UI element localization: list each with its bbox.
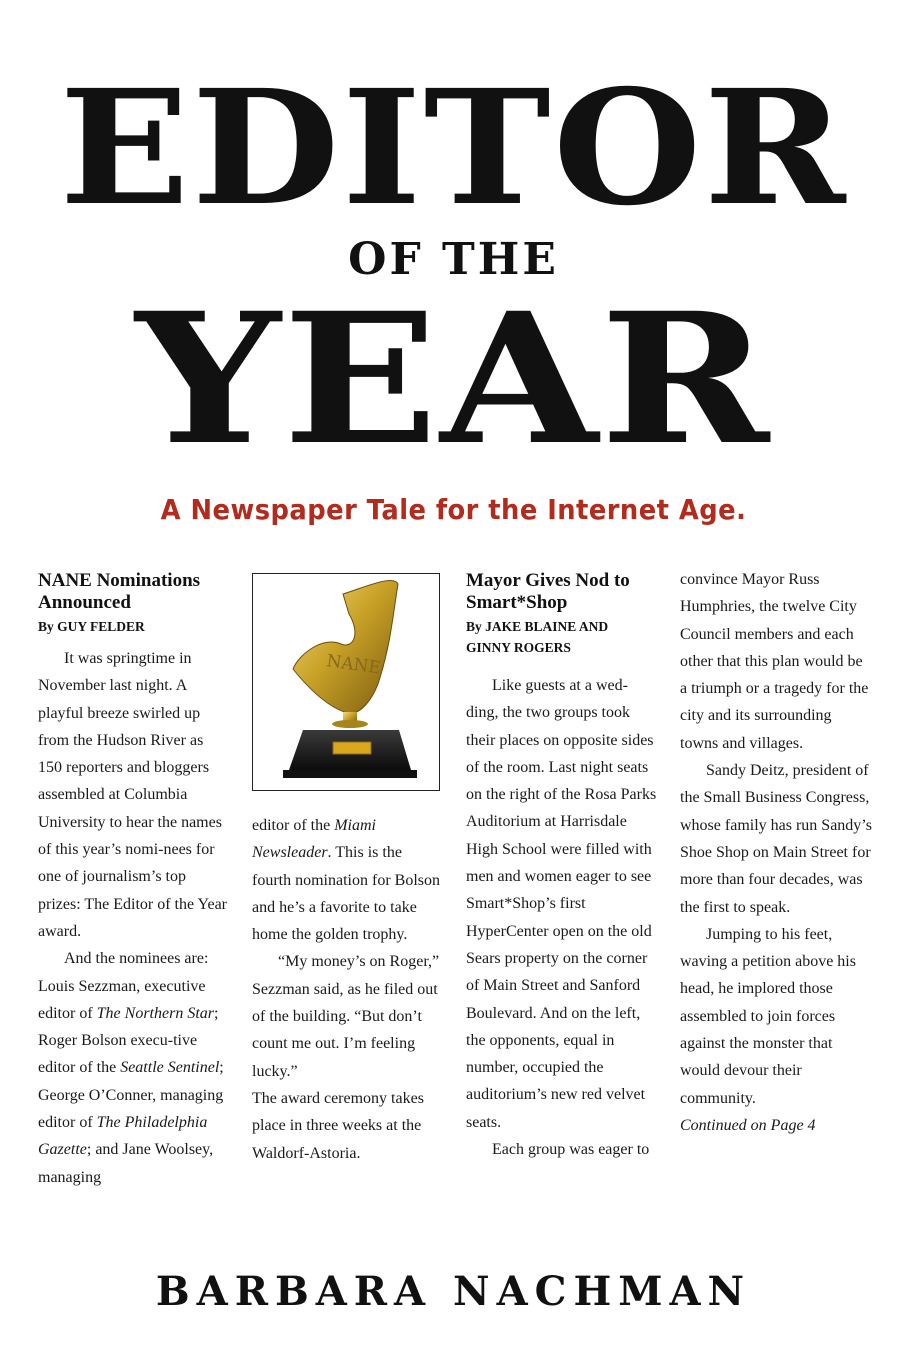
article1-headline: NANE Nominations Announced <box>38 570 201 613</box>
article2-paragraph-2: Each group was eager to <box>492 1141 650 1159</box>
article1-paragraph-1: It was springtime in November last night. A playful breeze swirled up from the Hudson River as 150 reporters and bloggers assembled at Columbia University to hear the names of this year’s nomi-nees for one of journalism’s top prizes: The Editor of the Year award. <box>38 650 227 940</box>
article1-paragraph-3: editor of the Miami Newsleader. This is the fourth nomination for Bolson and he’s a favorite to take home the golden trophy. <box>252 817 440 944</box>
article1-column-2 <box>252 812 444 1167</box>
article2-paragraph-5: Jumping to his feet, waving a petition above his head, he implored those assembled to join forces against the monster that would devour their community. <box>680 925 856 1107</box>
article2-byline: By JAKE BLAINE AND GINNY ROGERS <box>466 619 609 655</box>
title-of-the: OF THE <box>348 234 559 285</box>
title-year: YEAR <box>135 274 772 485</box>
article2-continued: Continued on Page 4 <box>680 1116 816 1134</box>
article1-paragraph-4: “My money’s on Roger,” Sezzman said, as he filed out of the building. “But don’t count me out. I’m feeling lucky.” <box>252 953 440 1080</box>
trophy-icon <box>253 574 439 790</box>
article1-paragraph-5: The award ceremony takes place in three weeks at the Waldorf-Astoria. <box>252 1089 424 1162</box>
article2-paragraph-3: convince Mayor Russ Humphries, the twelve City Council members and each other that this plan would be a triumph or a tragedy for the city and its surrounding towns and villages. <box>680 571 869 752</box>
article2-headline: Mayor Gives Nod to Smart*Shop <box>466 570 630 613</box>
article1-byline: By GUY FELDER <box>38 619 145 634</box>
author-name: BARBARA NACHMAN <box>155 1268 752 1315</box>
trophy-photo <box>252 573 440 791</box>
article2-paragraph-1: Like guests at a wed-ding, the two groups took their places on opposite sides of the room. Last night seats on the right of the Rosa Parks Auditorium at Harrisdale High School were filled with men and women eager to see Smart*Shop’s first HyperCenter open on the old Sears property on the corner of Main Street and Sanford Boulevard. And on the left, the opponents, equal in number, occupied the auditorium’s new red velvet seats. <box>466 677 657 1131</box>
article2-column-1 <box>466 570 658 1163</box>
article1-paragraph-2: And the nominees are: Louis Sezzman, executive editor of The Northern Star; Roger Bolson execu-tive editor of the Seattle Sentinel; George O’Conner, managing editor of The Philadelphia Gazette; and Jane Woolsey, managing <box>38 950 224 1186</box>
subtitle: A Newspaper Tale for the Internet Age. <box>160 493 747 526</box>
article2-column-2 <box>680 566 872 1139</box>
trophy-engraving: NANE <box>325 651 382 679</box>
title-editor: EDITOR <box>59 56 848 241</box>
article1-column-1 <box>38 570 230 1191</box>
trophy-plaque <box>333 742 371 754</box>
article2-paragraph-4: Sandy Deitz, president of the Small Business Congress, whose family has run Sandy’s Shoe Shop on Main Street for more than four decades, was the first to speak. <box>680 762 872 916</box>
